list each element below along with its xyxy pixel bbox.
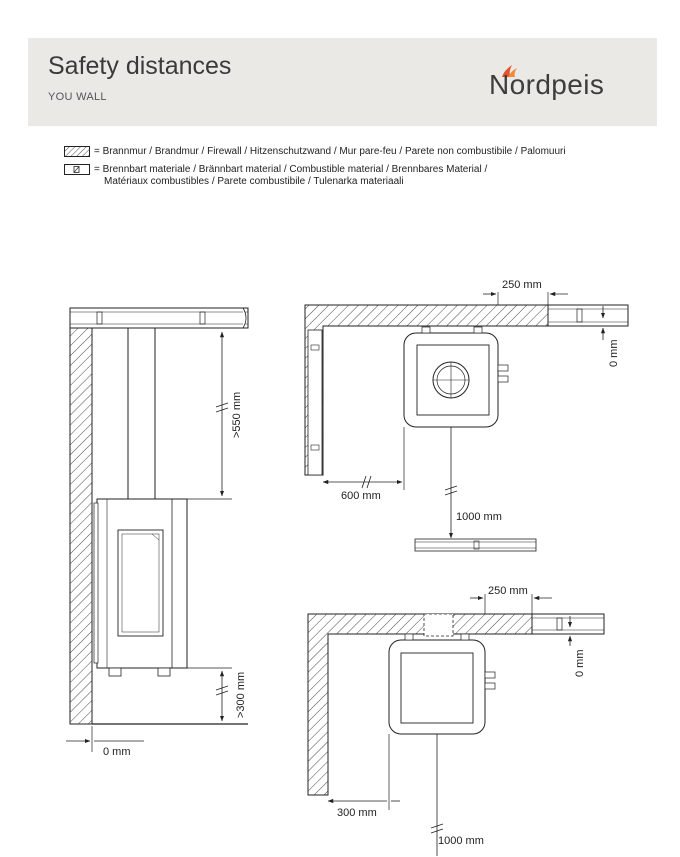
dim-side-distance-1: 600 mm [341,490,381,502]
dim-bottom-clearance: >300 mm [235,671,247,718]
dim-top-clearance: >550 mm [231,391,243,438]
legend-combustible-text-2: Matériaux combustibles / Parete combustibile / Tulenarka materiaali [104,176,404,187]
dim-front-distance-2: 1000 mm [438,835,484,847]
legend-combustible-text-1: = Brennbart materiale / Brännbart material / Combustible material / Brennbares Material / [94,164,488,175]
page-title: Safety distances [48,52,232,80]
brand-logo: Nordpeis [489,69,605,100]
dim-top-offset-1: 250 mm [502,279,542,291]
dim-wall-distance-2: 0 mm [574,649,586,677]
dim-wall-distance-1: 0 mm [608,339,620,367]
dim-front-distance-1: 1000 mm [456,511,502,523]
dim-side-wall-distance: 0 mm [103,746,131,758]
legend-firewall-text: = Brannmur / Brandmur / Firewall / Hitzenschutzwand / Mur pare-feu / Parete non combustibile / Palomuuri [94,146,566,157]
dim-side-distance-2: 300 mm [337,807,377,819]
dim-top-offset-2: 250 mm [488,585,528,597]
page-subtitle: YOU WALL [48,91,107,103]
side-view [66,308,248,752]
